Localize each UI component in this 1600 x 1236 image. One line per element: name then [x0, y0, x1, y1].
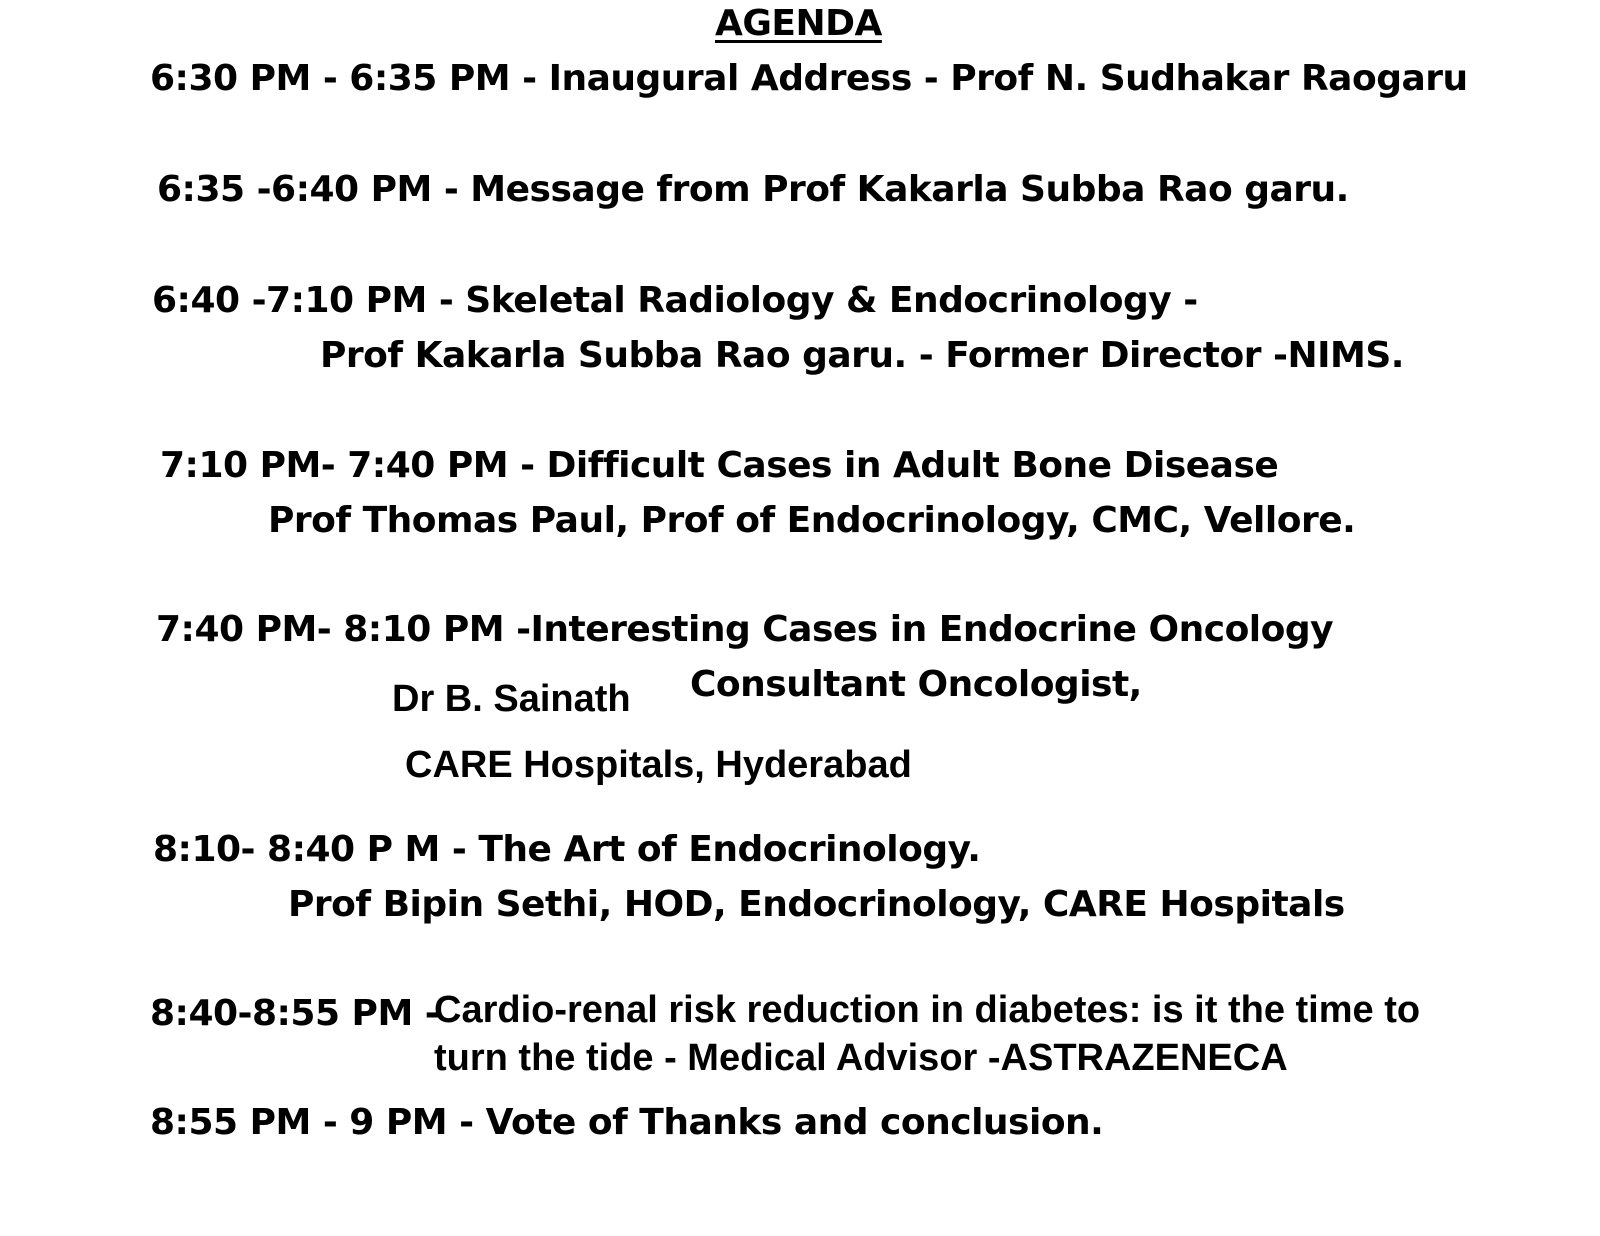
agenda-item-6-line: 8:10- 8:40 P M - The Art of Endocrinology. — [153, 829, 981, 870]
agenda-title: AGENDA — [715, 3, 882, 44]
agenda-item-7-topic-line2: turn the tide - Medical Advisor -ASTRAZENECA — [434, 1037, 1288, 1079]
agenda-item-6-speaker: Prof Bipin Sethi, HOD, Endocrinology, CARE Hospitals — [288, 884, 1345, 925]
agenda-item-5-speaker-name: Dr B. Sainath — [392, 678, 631, 720]
agenda-item-7-topic-line1: Cardio-renal risk reduction in diabetes: is it the time to — [434, 989, 1421, 1031]
agenda-item-3-line: 6:40 -7:10 PM - Skeletal Radiology & Endocrinology - — [152, 280, 1198, 321]
agenda-item-8-line: 8:55 PM - 9 PM - Vote of Thanks and conclusion. — [150, 1102, 1104, 1143]
agenda-item-4-line: 7:10 PM- 7:40 PM - Difficult Cases in Adult Bone Disease — [160, 445, 1279, 486]
agenda-item-2-line: 6:35 -6:40 PM - Message from Prof Kakarla Subba Rao garu. — [157, 169, 1349, 210]
agenda-item-1-line: 6:30 PM - 6:35 PM - Inaugural Address - Prof N. Sudhakar Raogaru — [150, 58, 1468, 99]
agenda-item-7-time: 8:40-8:55 PM - — [150, 993, 440, 1034]
agenda-item-5-line: 7:40 PM- 8:10 PM -Interesting Cases in Endocrine Oncology — [156, 609, 1334, 650]
agenda-item-5-speaker-role: Consultant Oncologist, — [690, 664, 1142, 705]
agenda-item-4-speaker: Prof Thomas Paul, Prof of Endocrinology, CMC, Vellore. — [268, 500, 1356, 541]
agenda-item-3-speaker: Prof Kakarla Subba Rao garu. - Former Director -NIMS. — [320, 335, 1404, 376]
agenda-item-5-speaker-org: CARE Hospitals, Hyderabad — [405, 744, 912, 786]
